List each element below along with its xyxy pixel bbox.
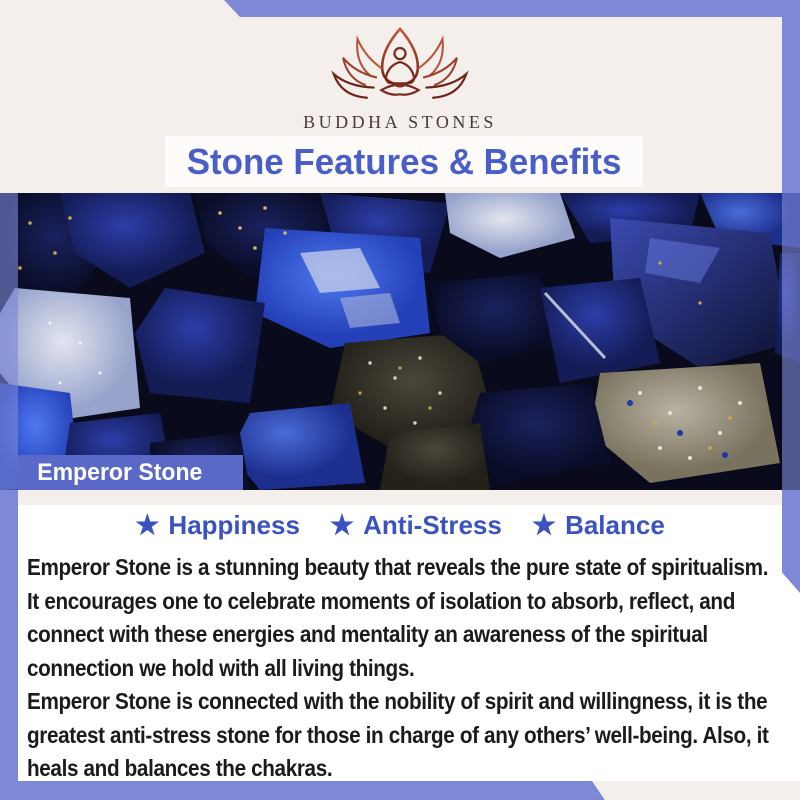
lapis-stones-photo xyxy=(0,193,800,490)
frame-left-band-overlay xyxy=(0,193,18,490)
lotus-meditation-logo-icon xyxy=(315,24,485,112)
stone-name-label: Emperor Stone xyxy=(37,458,203,486)
body-line: heals and balances the chakras. xyxy=(27,755,333,781)
frame-left-band xyxy=(0,490,18,800)
stone-name-bar xyxy=(18,455,243,490)
body-line: Emperor Stone is connected with the nobility of spirit and willingness, it is the xyxy=(27,688,768,714)
feature-balance xyxy=(532,510,665,541)
frame-top-band xyxy=(0,0,800,17)
star-icon: ★ xyxy=(531,510,557,540)
star-icon: ★ xyxy=(329,510,355,540)
feature-happiness xyxy=(135,510,300,541)
body-line: Emperor Stone is a stunning beauty that reveals the pure state of spiritualism. xyxy=(27,554,769,580)
star-icon: ★ xyxy=(135,510,160,540)
description-text xyxy=(27,551,792,786)
brand-name: BUDDHA STONES xyxy=(303,112,497,132)
banner-title: Stone Features & Benefits xyxy=(186,140,622,182)
body-line: connect with these energies and mentality an awareness of the spiritual xyxy=(27,621,708,647)
body-line: connection we hold with all living things. xyxy=(27,654,415,681)
banner-strip xyxy=(165,136,643,187)
frame-right-band-overlay xyxy=(782,193,800,490)
body-line: greatest anti-stress stone for those in charge of any others’ well-being. Also, it xyxy=(27,721,769,748)
features-row xyxy=(18,510,782,541)
feature-label: Anti-Stress xyxy=(363,510,502,540)
feature-anti-stress xyxy=(330,510,502,541)
feature-label: Happiness xyxy=(168,510,300,540)
body-line: It encourages one to celebrate moments of isolation to absorb, reflect, and xyxy=(27,587,736,614)
frame-right-band xyxy=(782,0,800,193)
feature-label: Balance xyxy=(565,510,665,540)
